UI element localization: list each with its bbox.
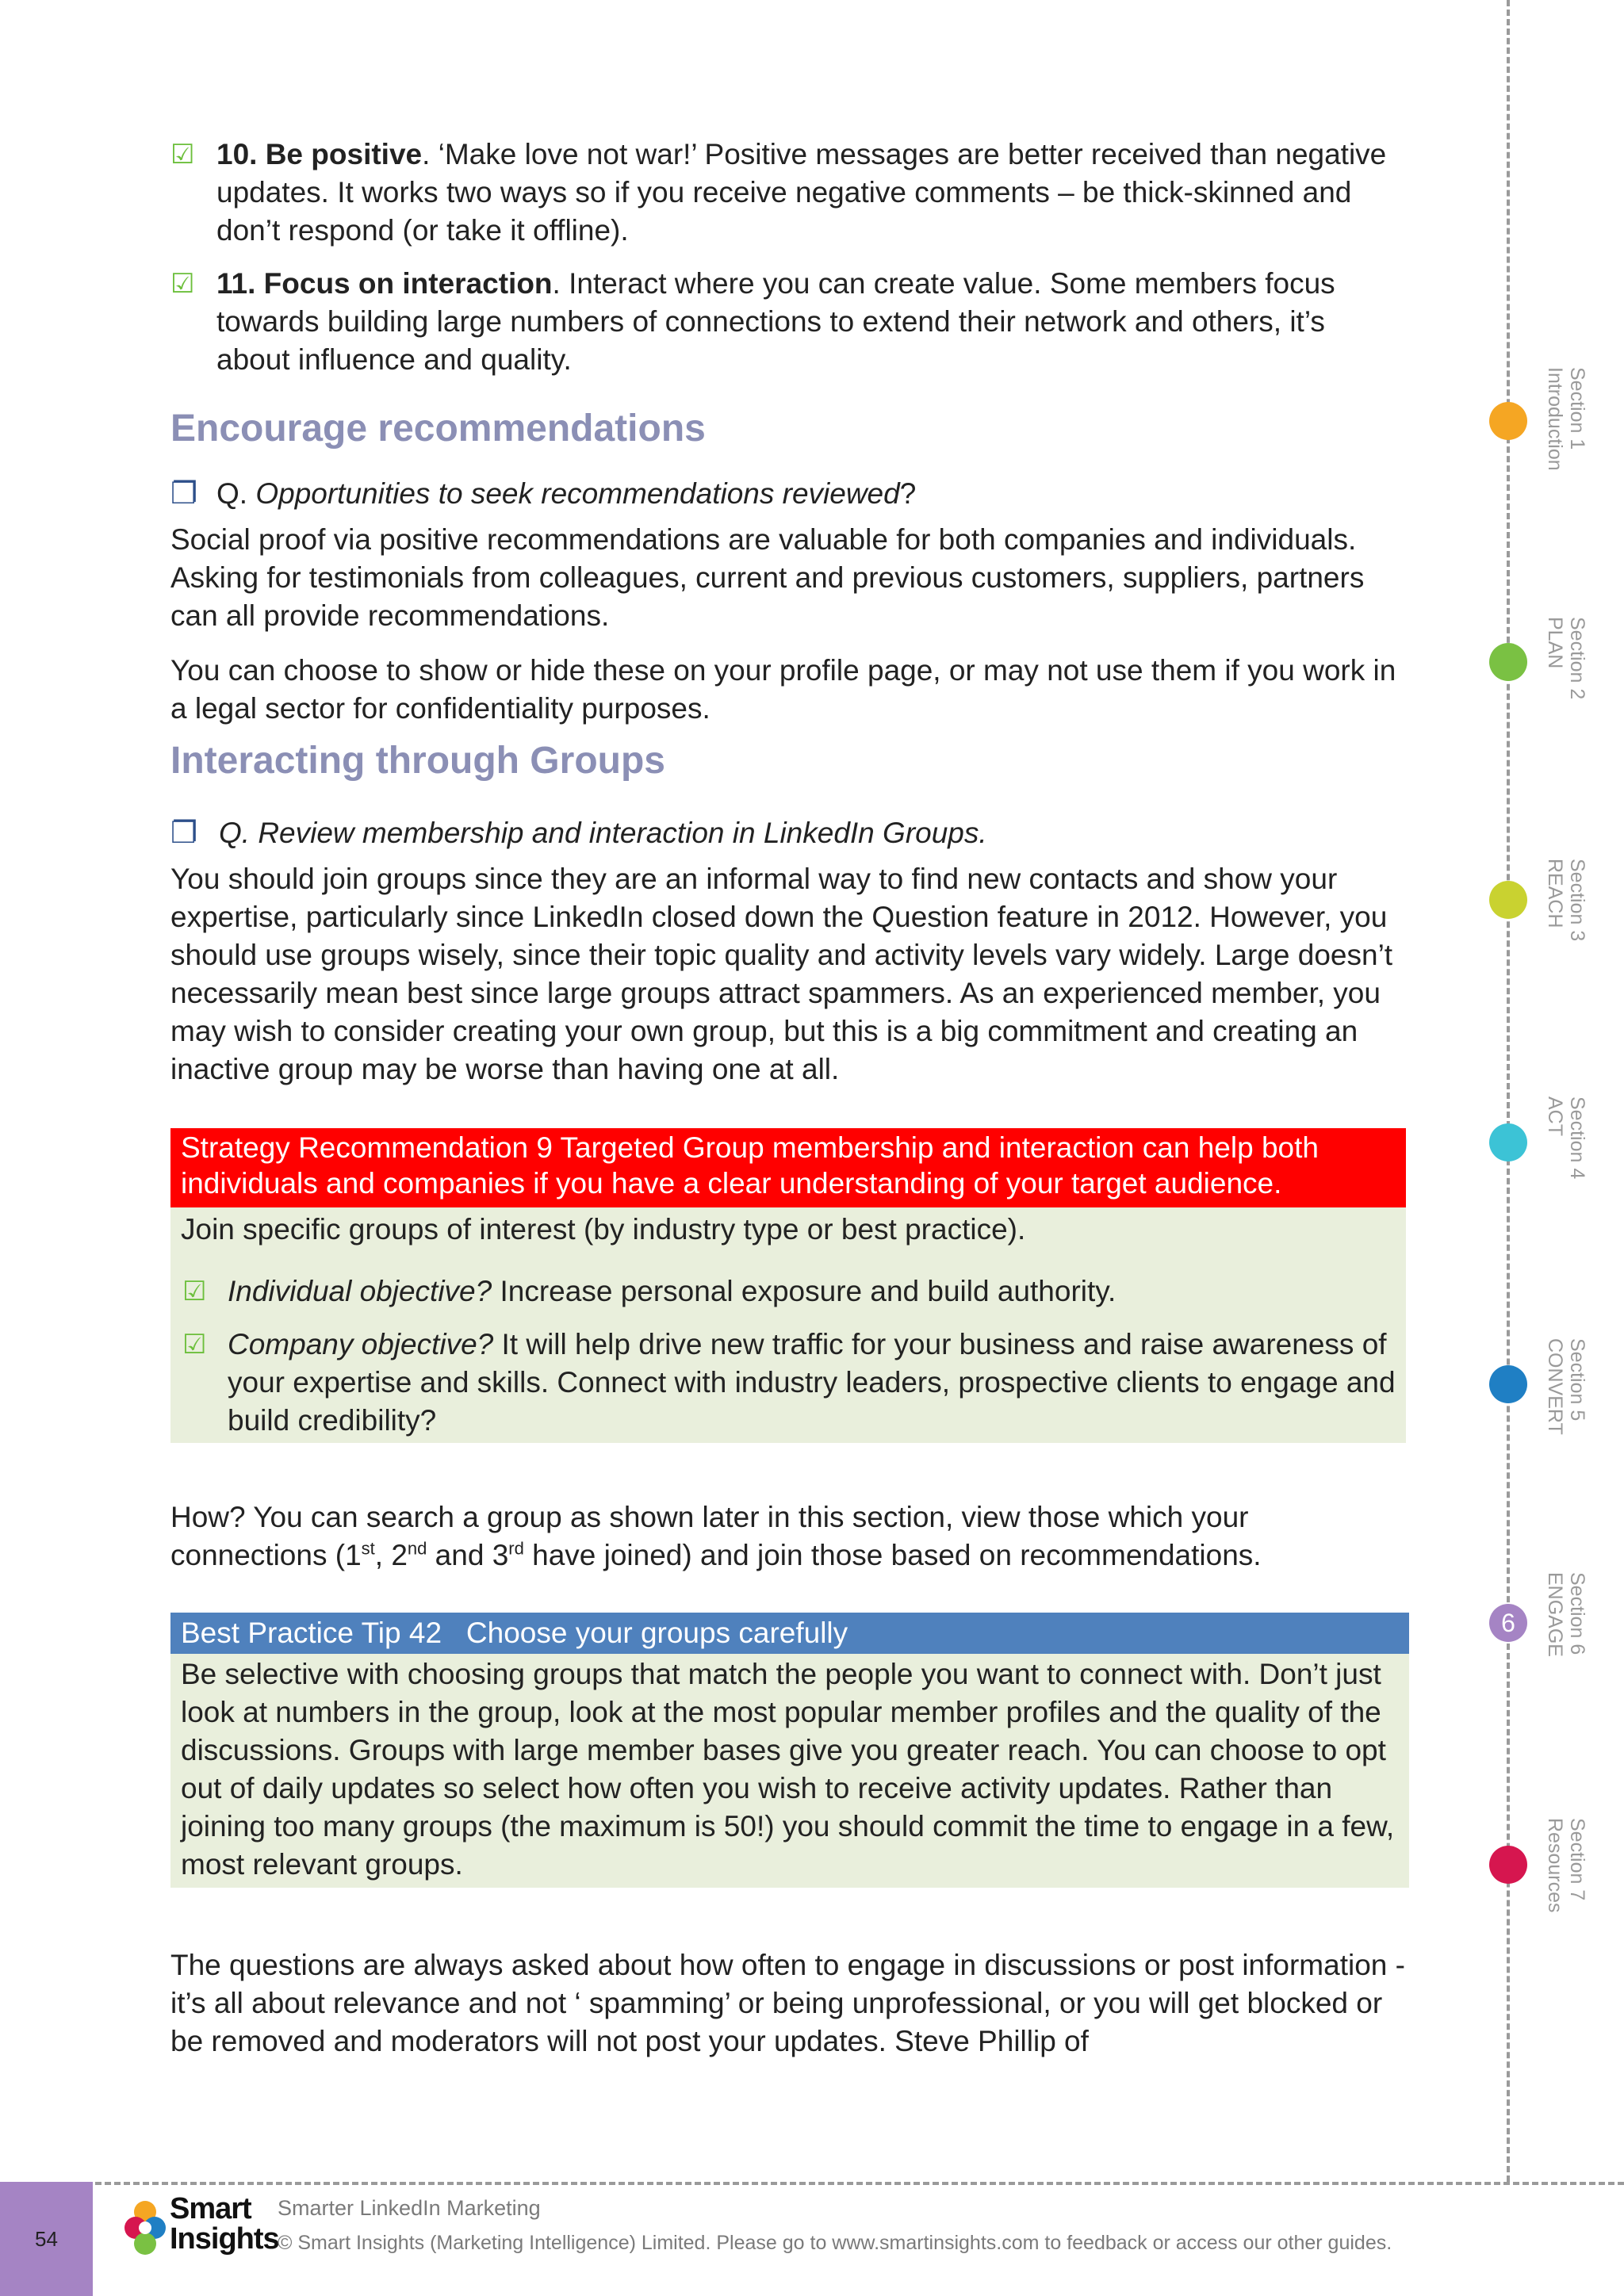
question-recommendations: Q. Opportunities to seek recommendations reviewed?: [216, 477, 917, 510]
section-4-dot-icon[interactable]: [1489, 1123, 1527, 1161]
strategy-recommendation-header: Strategy Recommendation 9 Targeted Group membership and interaction can help both individuals and companies if you have a clear understanding of your target audience.: [170, 1128, 1406, 1207]
strategy-individual-objective: Individual objective? Increase personal exposure and build authority.: [228, 1275, 1116, 1307]
paragraph-show-hide: You can choose to show or hide these on your profile page, or may not use them if you work in a legal sector for confidentiality purposes.: [170, 654, 1396, 725]
footer-title: Smarter LinkedIn Marketing: [278, 2196, 541, 2220]
footer-divider: [95, 2182, 1624, 2185]
footer-copyright: © Smart Insights (Marketing Intelligence) Limited. Please go to www.smartinsights.com to feedback or access our other guides.: [278, 2232, 1392, 2254]
paragraph-join-groups: You should join groups since they are an informal way to find new contacts and show your expertise, particularly since LinkedIn closed down the Question feature in 2012. However, you should use groups wisely, since their topic quality and activity levels vary widely. Large doesn’t necessarily mean best since large groups attract spammers. As an experienced member, you may wish to consider creating your own group, but this is a big commitment and creating an inactive group may be worse than having one at all.: [170, 863, 1393, 1085]
paragraph-closing: The questions are always asked about how often to engage in discussions or post information - it’s all about relevance and not ‘ spamming’ or being unprofessional, or you will get blocked or be removed and moderators will not post your updates. Steve Phillip of: [170, 1949, 1405, 2057]
bullet-be-positive: 10. Be positive. ‘Make love not war!’ Positive messages are better received than negative updates. It works two ways so if you receive negative comments – be thick-skinned and don’t respond (or take it offline).: [216, 138, 1387, 247]
checkbox-empty-icon: ❐: [170, 817, 198, 850]
paragraph-how: How? You can search a group as shown later in this section, view those which your connections (1st, 2nd and 3rd have joined) and join those based on recommendations.: [170, 1501, 1262, 1571]
section-5-dot-icon[interactable]: [1489, 1365, 1527, 1403]
best-practice-tip-header: Best Practice Tip 42 Choose your groups carefully: [170, 1613, 1409, 1654]
section-6-dot-icon[interactable]: 6: [1489, 1604, 1527, 1642]
best-practice-tip-body: Be selective with choosing groups that match the people you want to connect with. Don’t just look at numbers in the group, look at the most popular member profiles and the quality of the discussions. Groups with large member bases give you greater reach. You can choose to opt out of daily updates so select how often you wish to receive activity updates. Rather than joining too many groups (the maximum is 50!) you should commit the time to engage in a few, most relevant groups.: [170, 1654, 1409, 1888]
section-1-dot-icon[interactable]: [1489, 402, 1527, 440]
heading-encourage-recommendations: Encourage recommendations: [170, 408, 706, 450]
smart-insights-logo-icon: [121, 2196, 169, 2260]
checkbox-checked-icon: ☑: [182, 1276, 207, 1307]
strategy-company-objective: Company objective? It will help drive new traffic for your business and raise awareness of your expertise and skills. Connect with industry leaders, prospective clients to engage and build credibility?: [228, 1328, 1396, 1437]
section-2-label[interactable]: Section 2 PLAN: [1544, 617, 1588, 700]
section-7-label[interactable]: Section 7 Resources: [1544, 1818, 1588, 1913]
question-groups: Q. Review membership and interaction in LinkedIn Groups.: [219, 817, 987, 849]
checkbox-checked-icon: ☑: [182, 1330, 207, 1360]
checkbox-checked-icon: ☑: [170, 140, 195, 170]
section-7-dot-icon[interactable]: [1489, 1846, 1527, 1884]
bullet-focus-interaction: 11. Focus on interaction. Interact where you can create value. Some members focus towards building large numbers of connections to extend their network and others, it’s about influence and quality.: [216, 267, 1335, 376]
checkbox-empty-icon: ❐: [170, 477, 198, 511]
strategy-intro: Join specific groups of interest (by industry type or best practice).: [181, 1213, 1026, 1246]
section-5-label[interactable]: Section 5 CONVERT: [1544, 1338, 1588, 1435]
smart-insights-logo-text: Smart Insights: [170, 2192, 279, 2256]
section-3-dot-icon[interactable]: [1489, 881, 1527, 919]
checkbox-checked-icon: ☑: [170, 269, 195, 299]
page-number: 54: [0, 2182, 93, 2296]
section-1-label[interactable]: Section 1 Introduction: [1544, 367, 1588, 471]
section-6-label[interactable]: Section 6 ENGAGE: [1544, 1572, 1588, 1657]
section-2-dot-icon[interactable]: [1489, 643, 1527, 681]
paragraph-social-proof: Social proof via positive recommendations are valuable for both companies and individuals. Asking for testimonials from colleagues, current and previous customers, suppliers, partners can all provide recommendations.: [170, 523, 1365, 632]
section-3-label[interactable]: Section 3 REACH: [1544, 859, 1588, 942]
heading-interacting-groups: Interacting through Groups: [170, 740, 665, 782]
section-4-label[interactable]: Section 4 ACT: [1544, 1096, 1588, 1180]
